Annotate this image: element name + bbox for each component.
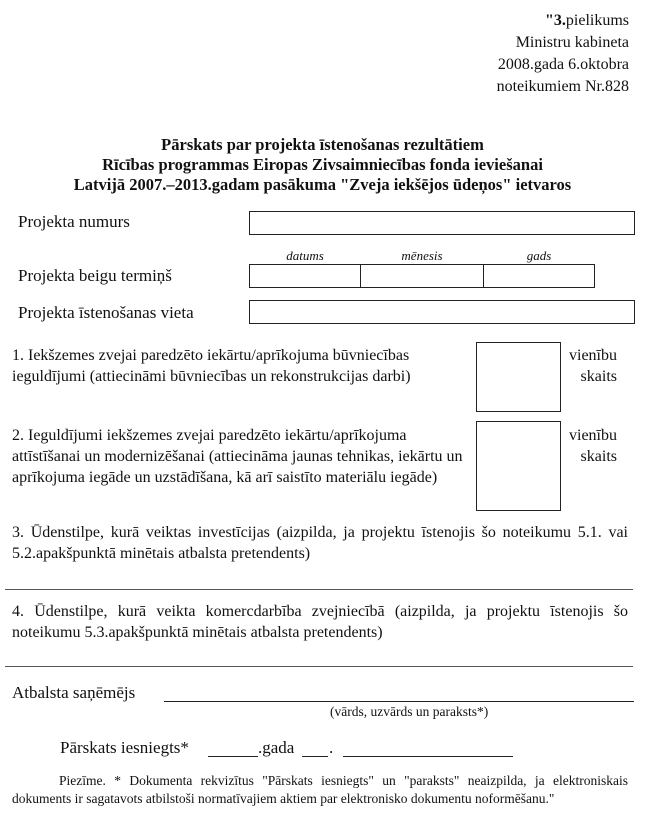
item2-text: 2. Ieguldījumi iekšzemes zvejai paredzēto iekārtu/aprīkojuma attīstīšanai un modernizēšanai (attiecināma jaunas tehnikas, iekārtu un aprīkojuma iegāde un uzstādīšana, kā arī saistīto materiālu iegāde) [12,427,463,486]
item1-count-field[interactable] [476,342,561,412]
annex-line4: noteikumiem Nr.828 [496,78,629,95]
title-line3: Latvijā 2007.–2013.gadam pasākuma "Zveja iekšējos ūdeņos" ietvaros [73,175,572,194]
location-field[interactable] [249,300,635,324]
title-line1: Pārskats par projekta īstenošanas rezultātiem [161,135,484,154]
end-term-label: Projekta beigu termiņš [18,266,172,285]
project-number-label: Projekta numurs [18,212,130,231]
item2-count-field[interactable] [476,421,561,511]
item1-unit-label: vienību skaits [569,347,617,385]
end-term-year-field[interactable] [483,264,595,288]
location-label: Projekta īstenošanas vieta [18,303,194,322]
footnote: Piezīme. * Dokumenta rekvizītus "Pārskats iesniegts" un "paraksts" neaizpilda, ja elektroniskais dokuments ir sagatavots atbilstoši normatīvajiem aktiem par elektronisko dokumentu noformēšanu." [12,773,628,806]
item4-text: 4. Ūdenstilpe, kurā veikta komercdarbība zvejniecībā (aizpilda, ja projektu īstenojis šo noteikumu 5.3.apakšpunktā minētais atbalsta pretendents) [12,603,628,641]
submitted-dot: . [329,738,334,757]
recipient-label: Atbalsta saņēmējs [12,683,136,702]
annex-line3: 2008.gada 6.oktobra [497,56,629,73]
item2-unit-label: vienību skaits [569,427,617,465]
project-number-field[interactable] [249,211,635,235]
submitted-day-line[interactable] [302,756,328,757]
submitted-year-line[interactable] [208,756,258,757]
end-term-day-field[interactable] [249,264,361,288]
submitted-month-line[interactable] [343,756,513,757]
item4-answer-line[interactable] [5,666,633,667]
date-header-year: gads [526,248,552,263]
title-line2: Rīcības programmas Eiropas Zivsaimniecības fonda ieviešanai [102,155,543,174]
annex-reference [497,10,629,98]
submitted-gada: .gada [258,738,295,757]
date-header-month: mēnesis [401,248,443,263]
annex-number: "3.pielikums [545,12,629,29]
recipient-signature-line[interactable] [164,701,634,702]
item3-answer-line[interactable] [5,589,633,590]
item3-text: 3. Ūdenstilpe, kurā veiktas investīcijas (aizpilda, ja projektu īstenojis šo noteikumu 5.1. vai 5.2.apakšpunktā minētais atbalsta pretendents) [12,524,628,562]
item1-text: 1. Iekšzemes zvejai paredzēto iekārtu/aprīkojuma būvniecības ieguldījumi (attiecināmi būvniecības un rekonstrukcijas darbi) [12,347,411,385]
date-header-day: datums [286,248,324,263]
annex-line2: Ministru kabineta [515,34,629,51]
document-title [0,135,645,195]
recipient-hint: (vārds, uzvārds un paraksts*) [330,704,489,719]
submitted-label: Pārskats iesniegts* [60,738,189,757]
end-term-month-field[interactable] [360,264,484,288]
